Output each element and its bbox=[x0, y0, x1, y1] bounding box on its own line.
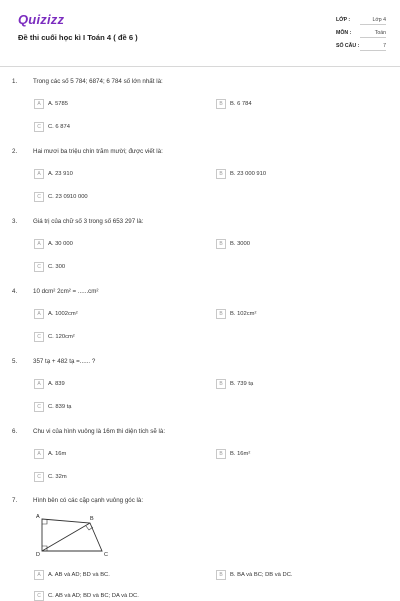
option-letter-box: B bbox=[216, 99, 226, 109]
vertex-label-c: C bbox=[104, 552, 108, 557]
option-text: B. 3000 bbox=[230, 241, 250, 247]
option-text: B. 739 tạ bbox=[230, 381, 254, 387]
option-letter-box: C bbox=[34, 591, 44, 601]
option-c[interactable] bbox=[34, 332, 75, 342]
question-text: 10 dcm² 2cm² = ......cm² bbox=[33, 288, 99, 295]
vertex-label-a: A bbox=[36, 514, 40, 520]
option-letter-box: C bbox=[34, 122, 44, 132]
option-text: A. 23 910 bbox=[48, 171, 73, 177]
option-letter-box: B bbox=[216, 239, 226, 249]
option-c[interactable] bbox=[34, 122, 70, 132]
option-b[interactable] bbox=[216, 570, 293, 580]
option-text: A. 1002cm² bbox=[48, 311, 78, 317]
header-divider bbox=[0, 66, 400, 67]
mon-label: MÔN : bbox=[336, 30, 352, 36]
lop-label: LỚP : bbox=[336, 17, 351, 23]
question-number: 2. bbox=[12, 148, 18, 155]
option-a[interactable] bbox=[34, 99, 68, 109]
option-b[interactable] bbox=[216, 379, 253, 389]
option-c[interactable] bbox=[34, 472, 67, 482]
info-panel bbox=[336, 15, 386, 54]
question-text: Hình bên có các cặp cạnh vuông góc là: bbox=[33, 497, 144, 504]
question-text: Hai mươi ba triệu chín trăm mười; được viết là: bbox=[33, 148, 163, 155]
option-a[interactable] bbox=[34, 449, 66, 459]
option-text: B. 16m² bbox=[230, 451, 251, 457]
option-text: B. BA và BC; DB và DC. bbox=[230, 572, 293, 578]
info-row-socau bbox=[336, 41, 386, 54]
option-letter-box: A bbox=[34, 570, 44, 580]
mon-value: Toán bbox=[360, 30, 386, 38]
option-a[interactable] bbox=[34, 169, 73, 179]
question-text: Chu vi của hình vuông là 16m thì diện tích sẽ là: bbox=[33, 428, 166, 435]
option-letter-box: A bbox=[34, 99, 44, 109]
socau-value: 7 bbox=[360, 43, 386, 51]
question-text: Giá trị của chữ số 3 trong số 653 297 là: bbox=[33, 218, 144, 225]
option-a[interactable] bbox=[34, 379, 65, 389]
option-letter-box: C bbox=[34, 402, 44, 412]
socau-label: SỐ CÂU : bbox=[336, 43, 360, 49]
option-b[interactable] bbox=[216, 449, 250, 459]
option-b[interactable] bbox=[216, 99, 252, 109]
info-row-lop bbox=[336, 15, 386, 28]
option-text: C. 839 tạ bbox=[48, 404, 72, 410]
option-text: C. 120cm² bbox=[48, 334, 75, 340]
option-text: B. 6 784 bbox=[230, 101, 252, 107]
option-letter-box: C bbox=[34, 262, 44, 272]
question-number: 7. bbox=[12, 497, 18, 504]
option-text: C. 6 874 bbox=[48, 124, 70, 130]
option-letter-box: A bbox=[34, 379, 44, 389]
option-letter-box: C bbox=[34, 472, 44, 482]
option-text: B. 23 000 910 bbox=[230, 171, 267, 177]
option-text: C. 23 0910 000 bbox=[48, 194, 88, 200]
option-b[interactable] bbox=[216, 239, 250, 249]
option-b[interactable] bbox=[216, 169, 266, 179]
option-letter-box: B bbox=[216, 570, 226, 580]
option-a[interactable] bbox=[34, 239, 73, 249]
option-letter-box: B bbox=[216, 309, 226, 319]
quadrilateral-figure bbox=[34, 511, 114, 557]
option-letter-box: A bbox=[34, 239, 44, 249]
diagonal-bd bbox=[42, 523, 90, 551]
option-letter-box: C bbox=[34, 332, 44, 342]
question-number: 4. bbox=[12, 288, 18, 295]
question-number: 6. bbox=[12, 428, 18, 435]
option-letter-box: B bbox=[216, 449, 226, 459]
option-c[interactable] bbox=[34, 192, 88, 202]
vertex-label-b: B bbox=[90, 516, 94, 522]
info-row-mon bbox=[336, 28, 386, 41]
option-c[interactable] bbox=[34, 262, 65, 272]
option-text: A. 839 bbox=[48, 381, 65, 387]
option-letter-box: C bbox=[34, 192, 44, 202]
option-text: A. 5785 bbox=[48, 101, 68, 107]
option-text: C. 300 bbox=[48, 264, 66, 270]
option-letter-box: A bbox=[34, 449, 44, 459]
option-text: C. AB và AD; BD và BC; DA và DC. bbox=[48, 593, 139, 599]
option-a[interactable] bbox=[34, 309, 78, 319]
question-number: 1. bbox=[12, 78, 18, 85]
lop-value: Lớp 4 bbox=[360, 17, 386, 25]
question-text: Trong các số 5 784; 6874; 6 784 số lớn nhất là: bbox=[33, 78, 163, 85]
page-title: Đề thi cuối học kì I Toán 4 ( đề 6 ) bbox=[18, 33, 138, 42]
option-letter-box: B bbox=[216, 169, 226, 179]
option-letter-box: A bbox=[34, 169, 44, 179]
question-number: 5. bbox=[12, 358, 18, 365]
option-text: B. 102cm² bbox=[230, 311, 257, 317]
option-text: A. 30 000 bbox=[48, 241, 73, 247]
vertex-label-d: D bbox=[36, 552, 40, 557]
option-text: C. 32m bbox=[48, 474, 67, 480]
option-b[interactable] bbox=[216, 309, 256, 319]
question-text: 357 tạ + 482 tạ =...... ? bbox=[33, 358, 96, 365]
quizizz-logo: Quizizz bbox=[18, 12, 65, 27]
option-letter-box: B bbox=[216, 379, 226, 389]
option-letter-box: A bbox=[34, 309, 44, 319]
option-text: A. AB và AD; BD và BC. bbox=[48, 572, 110, 578]
option-a[interactable] bbox=[34, 570, 110, 580]
question-number: 3. bbox=[12, 218, 18, 225]
option-c[interactable] bbox=[34, 402, 72, 412]
option-text: A. 16m bbox=[48, 451, 67, 457]
